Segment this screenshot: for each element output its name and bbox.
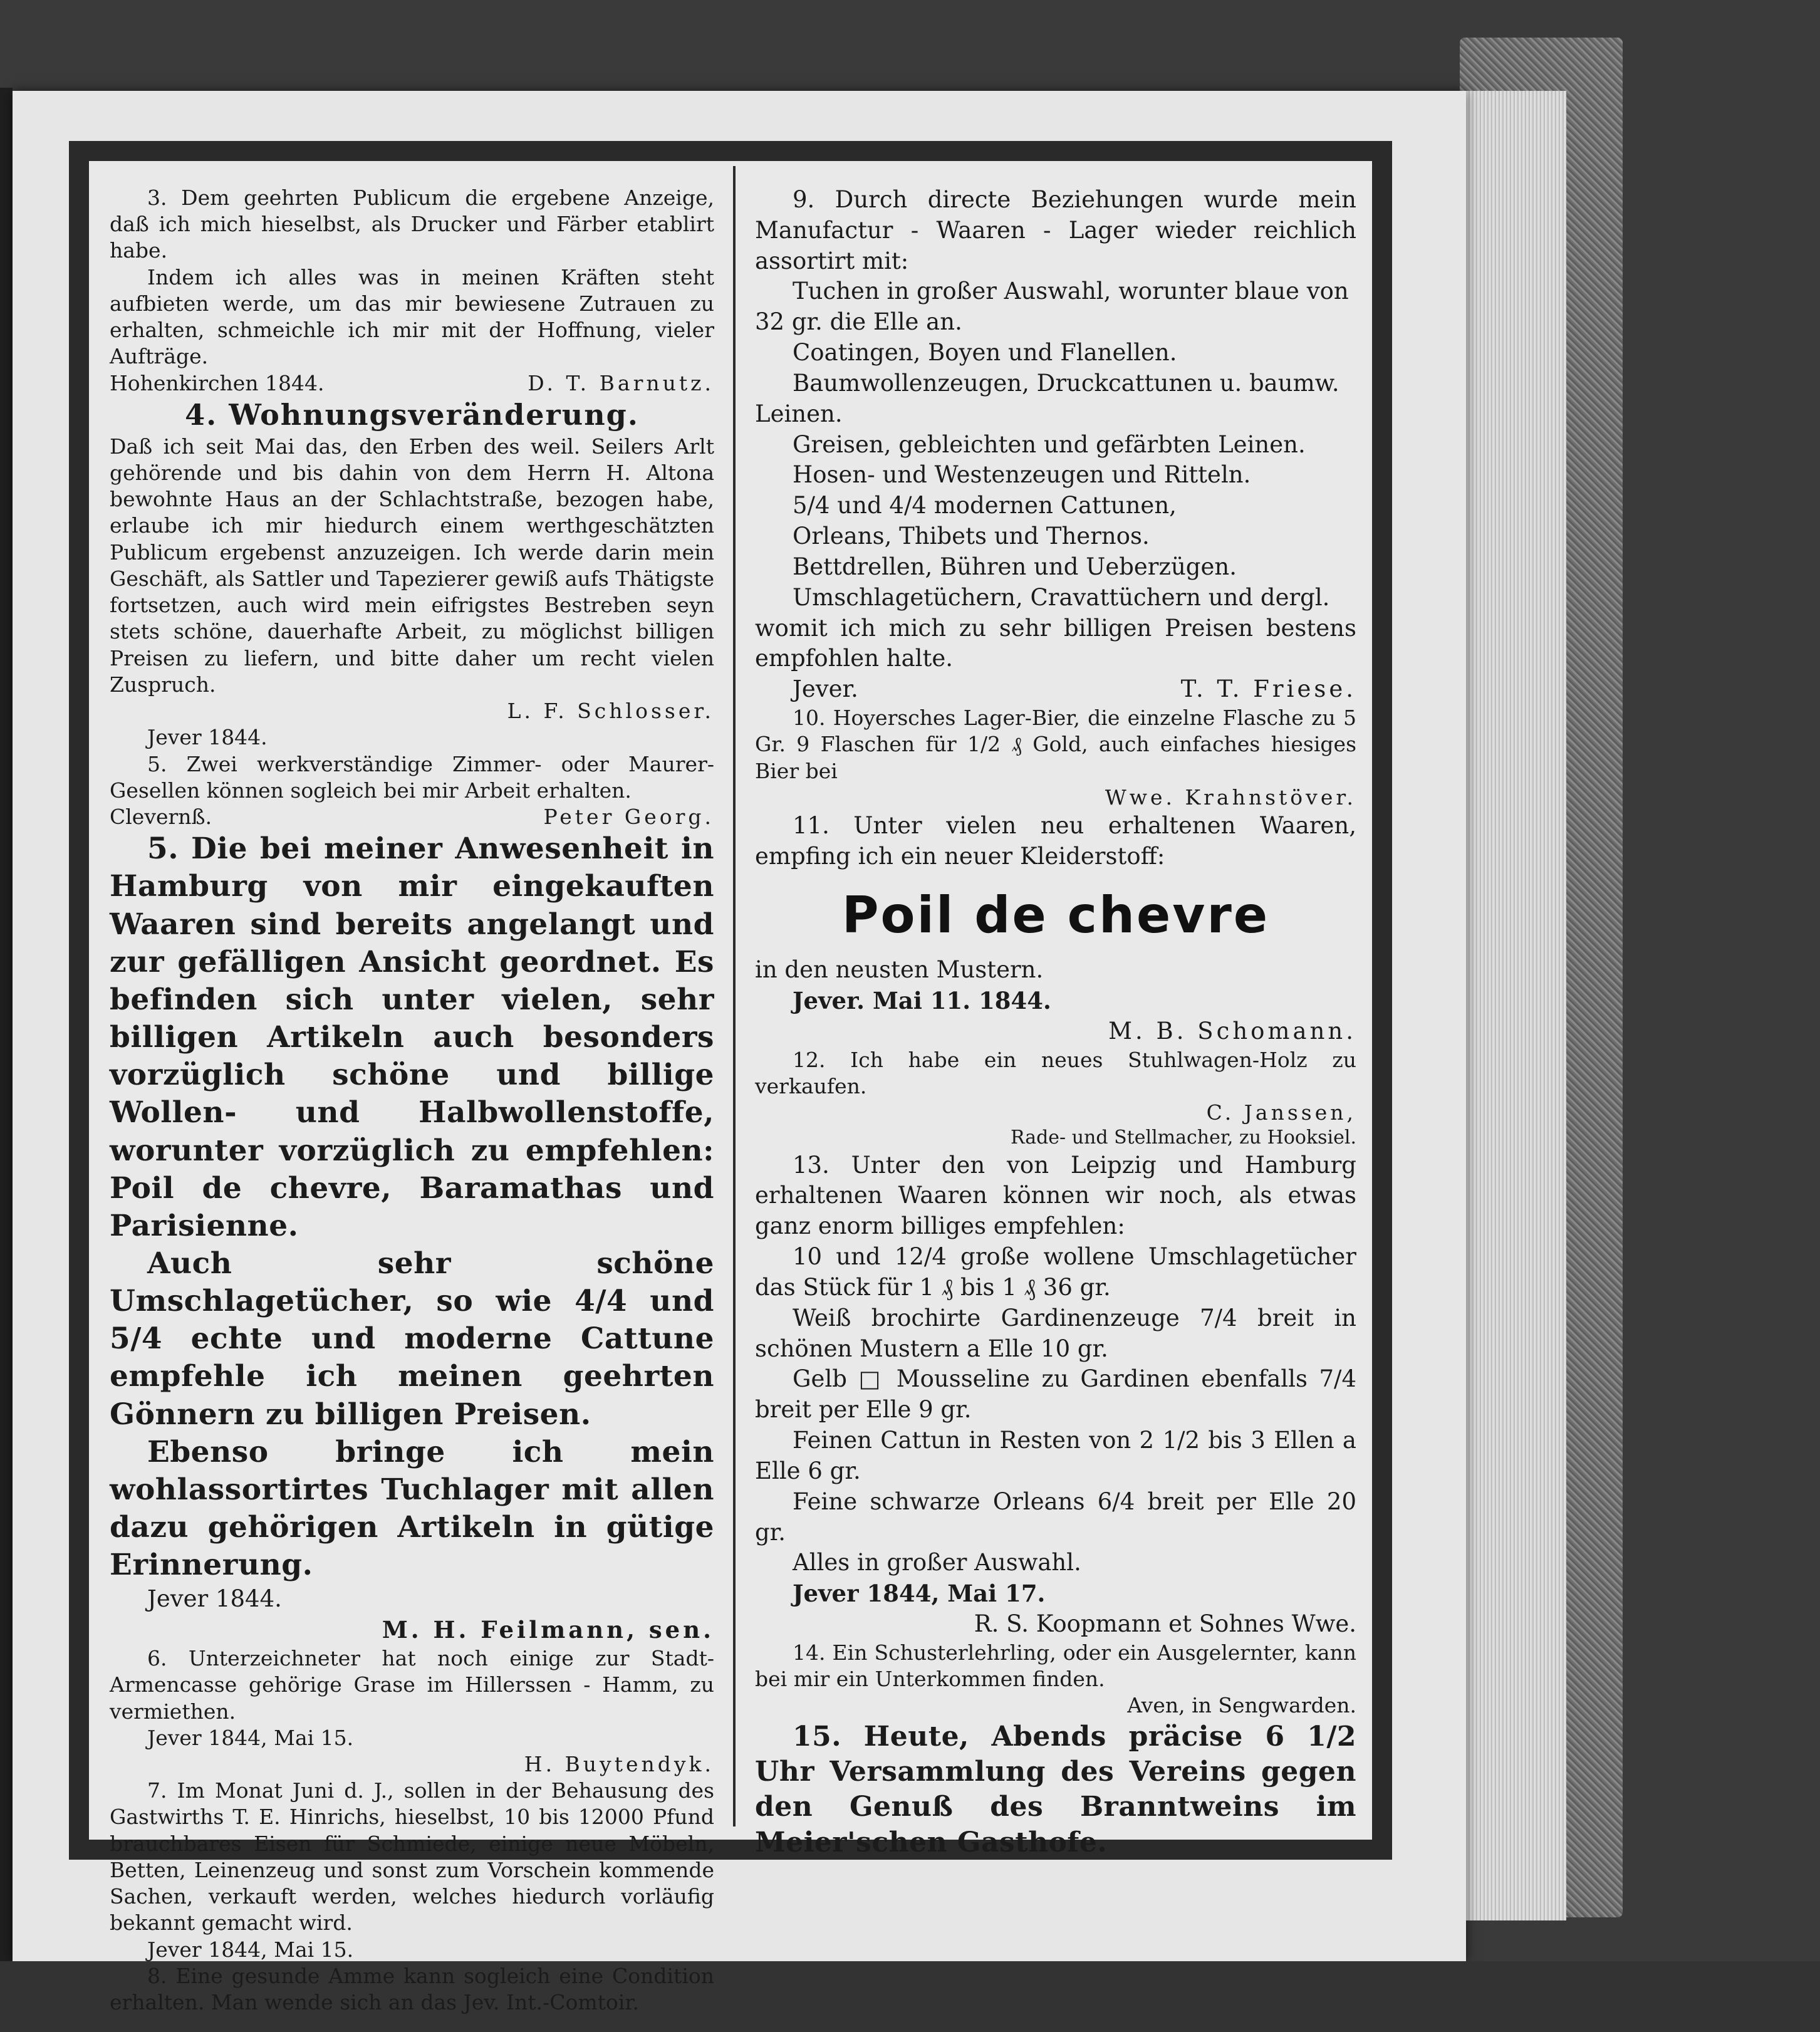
ad-13-item: Gelb □ Mousseline zu Gardinen ebenfalls 7/4 breit per Elle 9 gr. [755,1365,1356,1424]
ad-5a-text: 5. Zwei werkverständige Zimmer- oder Maurer-Gesellen können sogleich bei mir Arbeit erhalten. [110,751,714,803]
page-edges [1460,91,1566,1920]
ad-9-item: Orleans, Thibets und Thernos. [793,523,1150,550]
ad-13-signature: R. S. Koopmann et Sohnes Wwe. [974,1610,1356,1638]
ad-9-place: Jever. [793,675,858,703]
ad-12-text: 12. Ich habe ein neues Stuhlwagen-Holz zu verkaufen. [755,1047,1356,1098]
ad-9-footer [755,674,1356,705]
ad-9-item: Bettdrellen, Bühren und Ueberzügen. [793,553,1237,580]
ad-7-text: 7. Im Monat Juni d. J., sollen in der Behausung des Gastwirths T. E. Hinrichs, hieselbst, 10 bis 12000 Pfund brauchbares Eisen für Schmiede, einige neue Möbeln, Betten, Leinenzeug und sonst zum Vorschein kommende Sachen, verkauft werden, welches hiedurch vorläufig bekannt gemacht wird. [110,1778,714,1936]
column-divider [733,166,736,1826]
book-spine-left [0,88,13,1967]
ad-6-signature: H. Buytendyk. [524,1751,714,1776]
ad-4-place: Jever 1844. [147,725,268,750]
ad-9-closing: womit ich mich zu sehr billigen Preisen bestens empfohlen halte. [755,614,1356,672]
ad-4-heading: 4. Wohnungsveränderung. [185,397,639,432]
ad-3-signature: D. T. Barnutz. [528,370,714,395]
left-column [110,185,714,2016]
ad-5b-para2: Auch sehr schöne Umschlagetücher, so wie 4/4 und 5/4 echte und moderne Cattune empfehle ich meinen geehrten Gönnern zu billigen Preisen. [110,1246,714,1432]
ad-9-item: Umschlagetüchern, Cravattüchern und dergl. [793,583,1330,611]
ad-13-item: Feine schwarze Orleans 6/4 breit per Elle 20 gr. [755,1488,1356,1546]
ad-3-place: Hohenkirchen 1844. [110,370,325,395]
ad-12-signature: C. Janssen, [1206,1100,1356,1125]
ad-14-signature: Aven, in Sengwarden. [1127,1693,1356,1718]
ad-13-item: Weiß brochirte Gardinenzeuge 7/4 breit in schönen Mustern a Elle 10 gr. [755,1304,1356,1362]
ad-4-signature: L. F. Schlosser. [507,699,714,724]
ad-15-text: 15. Heute, Abends präcise 6 1/2 Uhr Versammlung des Vereins gegen den Genuß des Branntweins im Meier'schen Gasthofe. [755,1720,1356,1858]
ad-13-item: Feinen Cattun in Resten von 2 1/2 bis 3 Ellen a Elle 6 gr. [755,1427,1356,1484]
ad-9-signature: T. T. Friese. [1180,675,1356,703]
ad-10-signature: Wwe. Krahnstöver. [1105,784,1356,810]
ad-11-after: in den neusten Mustern. [755,956,1044,984]
ad-6-text: 6. Unterzeichneter hat noch einige zur Stadt-Armencasse gehörige Grase im Hillerssen - Hamm, zu vermiethen. [110,1646,714,1724]
ad-13-item: 10 und 12/4 große wollene Umschlagetücher das Stück für 1 ₰ bis 1 ₰ 36 gr. [755,1243,1356,1301]
ad-13-items [755,1242,1356,1578]
ad-8-text: 8. Eine gesunde Amme kann sogleich eine Condition erhalten. Man wende sich an das Jev. Int.-Comtoir. [110,1963,714,2015]
ad-5b-para3: Ebenso bringe ich mein wohlassortirtes Tuchlager mit allen dazu gehörigen Artikeln in gütige Erinnerung. [110,1434,714,1583]
ad-11-place: Jever. Mai 11. 1844. [793,986,1051,1014]
ad-5a-signature: Peter Georg. [543,805,714,830]
ad-13-text: 13. Unter den von Leipzig und Hamburg erhaltenen Waaren können wir noch, als etwas ganz enorm billiges empfehlen: [755,1151,1356,1240]
ad-5a-footer [110,804,714,830]
ad-3-body: Indem ich alles was in meinen Kräften steht aufbieten werde, um das mir bewiesene Zutrauen zu erhalten, schmeichle ich mir mit der Hoffnung, vieler Aufträge. [110,264,714,369]
ad-9-item: Greisen, gebleichten und gefärbten Leinen. [793,430,1306,458]
ad-4-text: Daß ich seit Mai das, den Erben des weil. Seilers Arlt gehörende und bis dahin von dem Herrn H. Altona bewohnte Haus an der Schlachtstraße, bezogen habe, erlaube ich mir hiedurch einem werthgeschätzten Publicum ergebenst anzuzeigen. Ich werde darin mein Geschäft, als Sattler und Tapezierer gewiß aufs Thätigste fortsetzen, auch wird mein eifrigstes Bestreben seyn stets schöne, dauerhafte Arbeit, zu möglichst billigen Preisen zu liefern, und bitte daher um recht vielen Zuspruch. [110,434,714,697]
ad-5b-text: 5. Die bei meiner Anwesenheit in Hamburg von mir eingekauften Waaren sind bereits angelangt und zur gefälligen Ansicht geordnet. Es befinden sich unter vielen, sehr billigen Artikeln auch besonders vorzüglich schöne und billige Wollen- und Halbwollenstoffe, worunter vorzüglich zu empfehlen: Poil de chevre, Baramathas und Parisienne. [110,831,714,1243]
ad-14-text: 14. Ein Schusterlehrling, oder ein Ausgelernter, kann bei mir ein Unterkommen finden. [755,1640,1356,1692]
ad-9-item: Baumwollenzeugen, Druckcattunen u. baumw. Leinen. [755,369,1339,427]
ad-7-place: Jever 1844, Mai 15. [147,1937,354,1962]
ad-9-text: 9. Durch directe Beziehungen wurde mein Manufactur - Waaren - Lager wieder reichlich assortirt mit: [755,186,1356,274]
ad-5b-place: Jever 1844. [147,1585,282,1613]
right-column [755,185,1356,1860]
ad-11-signature: M. B. Schomann. [1108,1017,1356,1045]
ad-3-footer [110,370,714,397]
ad-9-item: Hosen- und Westenzeugen und Ritteln. [793,461,1251,489]
ad-9-item: 5/4 und 4/4 modernen Cattunen, [793,492,1177,519]
ad-13-place: Jever 1844, Mai 17. [793,1580,1046,1608]
ad-10-text: 10. Hoyersches Lager-Bier, die einzelne Flasche zu 5 Gr. 9 Flaschen für 1/2 ₰ Gold, auch einfaches hiesiges Bier bei [755,706,1356,783]
ad-11-highlight: Poil de chevre [841,885,1270,944]
ad-5a-place: Clevernß. [110,805,212,830]
ad-12-role: Rade- und Stellmacher, zu Hooksiel. [1010,1127,1356,1149]
ad-5b-signature: M. H. Feilmann, sen. [382,1616,714,1644]
ad-9-items [755,276,1356,613]
ad-6-place: Jever 1844, Mai 15. [147,1725,354,1750]
ad-3-text: 3. Dem geehrten Publicum die ergebene Anzeige, daß ich mich hieselbst, als Drucker und Färber etablirt habe. [110,185,714,263]
ad-9-item: Coatingen, Boyen und Flanellen. [793,339,1177,367]
ad-11-text: 11. Unter vielen neu erhaltenen Waaren, empfing ich ein neuer Kleiderstoff: [755,812,1356,870]
ad-13-item: Alles in großer Auswahl. [793,1549,1081,1576]
ad-9-item: Tuchen in großer Auswahl, worunter blaue von 32 gr. die Elle an. [755,278,1349,336]
